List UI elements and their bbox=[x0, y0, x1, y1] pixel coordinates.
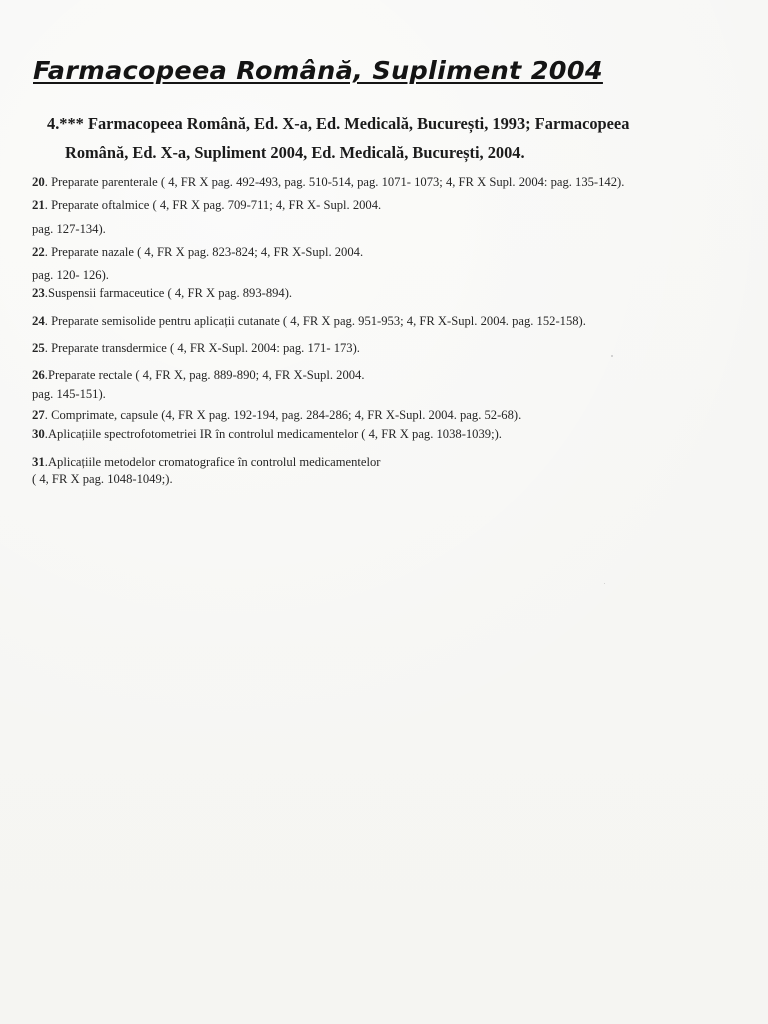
list-item-24 bbox=[32, 313, 586, 329]
item-number: 24 bbox=[32, 314, 45, 328]
item-number: 31 bbox=[32, 455, 45, 469]
list-item-26 bbox=[32, 367, 365, 383]
item-number: 23 bbox=[32, 286, 45, 300]
item-number: 30 bbox=[32, 427, 45, 441]
list-item-21 bbox=[32, 197, 381, 213]
item-number: 27 bbox=[32, 408, 45, 422]
list-item-27 bbox=[32, 407, 521, 423]
item-number: 22 bbox=[32, 245, 45, 259]
item-number: 20 bbox=[32, 175, 45, 189]
item-text: .Aplicațiile metodelor cromatografice în controlul medicamentelor bbox=[44, 455, 381, 469]
list-item-22-continuation: pag. 120- 126). bbox=[32, 268, 109, 282]
list-item-25 bbox=[32, 340, 360, 356]
item-number: 26 bbox=[32, 368, 45, 382]
item-text: . Preparate transdermice ( 4, FR X-Supl. 2004: pag. 171- 173). bbox=[44, 341, 360, 355]
list-item-22 bbox=[32, 244, 363, 260]
list-item-23 bbox=[32, 285, 292, 301]
item-text: .Preparate rectale ( 4, FR X, pag. 889-890; 4, FR X-Supl. 2004. bbox=[44, 368, 365, 382]
item-text: .Suspensii farmaceutice ( 4, FR X pag. 893-894). bbox=[44, 286, 293, 300]
list-item-26-continuation: pag. 145-151). bbox=[32, 387, 106, 401]
list-item-21-continuation: pag. 127-134). bbox=[32, 222, 106, 236]
item-text: . Preparate oftalmice ( 4, FR X pag. 709-711; 4, FR X- Supl. 2004. bbox=[44, 198, 382, 212]
list-item-20 bbox=[32, 174, 624, 190]
item-text: . Preparate semisolide pentru aplicații cutanate ( 4, FR X pag. 951-953; 4, FR X-Supl. 2004. pag. 152-158). bbox=[44, 314, 586, 328]
list-item-31-continuation: ( 4, FR X pag. 1048-1049;). bbox=[32, 472, 173, 486]
item-text: . Preparate nazale ( 4, FR X pag. 823-824; 4, FR X-Supl. 2004. bbox=[44, 245, 364, 259]
item-text: .Aplicațiile spectrofotometriei IR în controlul medicamentelor ( 4, FR X pag. 1038-1039;). bbox=[44, 427, 502, 441]
list-item-31 bbox=[32, 454, 381, 470]
bibliography-reference bbox=[47, 109, 727, 167]
list-item-30 bbox=[32, 426, 502, 442]
page-title: Farmacopeea Română, Supliment 2004 bbox=[33, 56, 603, 85]
item-text: . Preparate parenterale ( 4, FR X pag. 492-493, pag. 510-514, pag. 1071- 1073; 4, FR X Supl. 2004: pag. 135-142). bbox=[44, 175, 625, 189]
item-text: . Comprimate, capsule (4, FR X pag. 192-194, pag. 284-286; 4, FR X-Supl. 2004. pag. 52-68). bbox=[44, 408, 522, 422]
reference-line-2: Română, Ed. X-a, Supliment 2004, Ed. Medicală, București, 2004. bbox=[65, 143, 525, 162]
item-number: 21 bbox=[32, 198, 45, 212]
scan-speck bbox=[611, 355, 613, 357]
item-number: 25 bbox=[32, 341, 45, 355]
scan-speck bbox=[604, 583, 605, 584]
reference-line-1: 4.*** Farmacopeea Română, Ed. X-a, Ed. Medicală, București, 1993; Farmacopeea bbox=[47, 114, 630, 133]
